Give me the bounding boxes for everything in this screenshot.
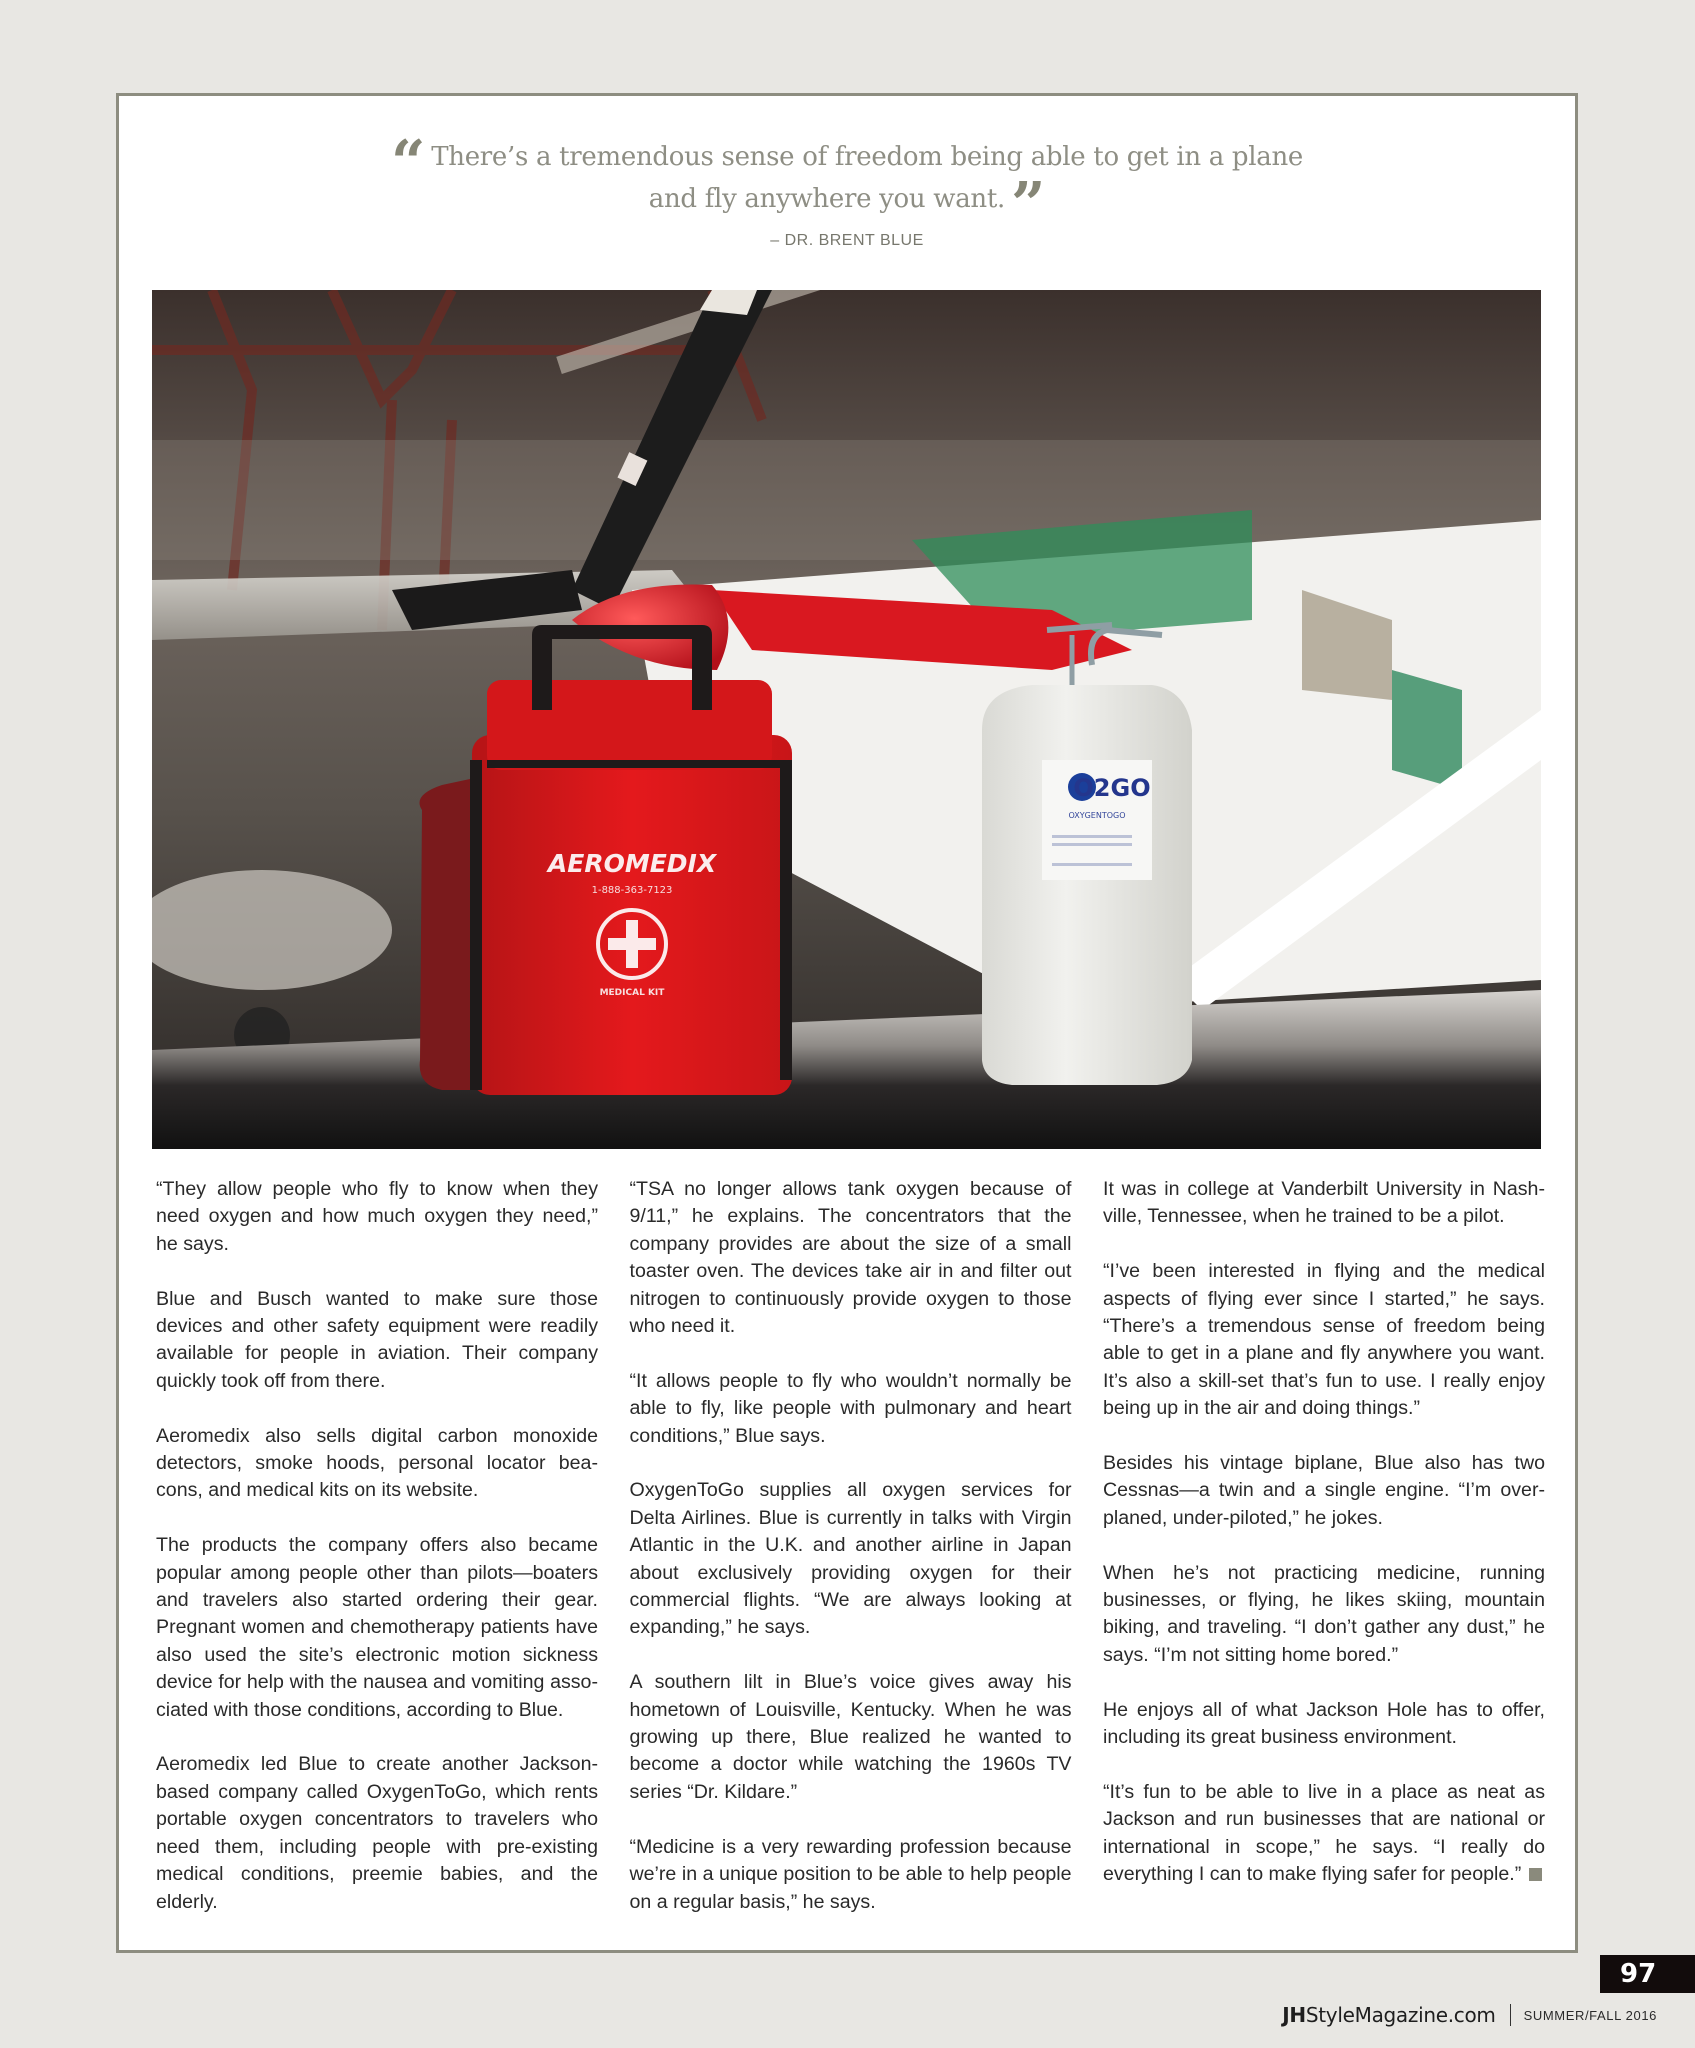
article-body	[156, 1176, 1545, 1943]
paragraph: He enjoys all of what Jackson Hole has to offer, including its great business environment.	[1103, 1698, 1545, 1749]
bag-brand-text: AEROMEDIX	[547, 849, 717, 878]
site-rest: StyleMagazine.com	[1305, 2003, 1496, 2027]
device-brand-text: OXYGENTOGO	[1068, 811, 1126, 820]
hangar-photo-illustration	[152, 290, 1541, 1149]
pull-quote	[119, 128, 1575, 250]
pull-quote-body	[367, 128, 1327, 240]
site-bold: JH	[1282, 2003, 1306, 2027]
magazine-site	[1282, 2003, 1495, 2027]
paragraph: Aeromedix led Blue to create another Jackson-based company called OxygenToGo, which rents portable oxygen concentrators to travelers who need them, including people with pre-existing medical conditions, preemie babies, and the elderly.	[156, 1753, 598, 1913]
column-1	[156, 1176, 598, 1943]
end-mark-icon	[1529, 1868, 1542, 1881]
paragraph: The products the company offers also became popular among people other than pilots—boaters and travelers also started ordering their gear. Pregnant women and chemotherapy patients have also used the site’s electronic motion sickness device for help with the nausea and vomiting associated with those conditions, according to Blue.	[156, 1534, 598, 1721]
close-quote-icon: ”	[1011, 170, 1046, 240]
paragraph: OxygenToGo supplies all oxygen services for Delta Airlines. Blue is currently in talks with Virgin Atlantic in the U.K. and another airline in Japan about exclusively providing oxygen for their commercial flights. “We are always looking at expanding,” he says.	[629, 1479, 1072, 1639]
paragraph: When he’s not practicing medicine, running businesses, or flying, he likes skiing, mountain biking, and traveling. “I don’t gather any dust,” he says. “I’m not sitting home bored.”	[1103, 1561, 1545, 1666]
page-footer	[1282, 2000, 1657, 2030]
column-3	[1103, 1176, 1545, 1943]
paragraph: “Medicine is a very rewarding profession because we’re in a unique position to be able to help people on a regular basis,” he says.	[629, 1835, 1072, 1913]
paragraph: A southern lilt in Blue’s voice gives away his hometown of Louisville, Kentucky. When he was growing up there, Blue realized he wanted to become a doctor while watching the 1960s TV series “Dr. Kildare.”	[629, 1671, 1072, 1803]
paragraph-last	[1103, 1779, 1545, 1889]
pull-quote-text: There’s a tremendous sense of freedom being able to get in a plane and fly anywhere you want.	[431, 142, 1303, 214]
paragraph: “I’ve been interested in flying and the medical aspects of flying ever since I started,” he says. “There’s a tremendous sense of freedom being able to get in a plane and fly anywhere you want. It’s also a skill-set that’s fun to use. I really enjoy being up in the air and doing things.”	[1103, 1260, 1545, 1420]
article-frame	[116, 93, 1578, 1953]
paragraph: It was in college at Vanderbilt University in Nashville, Tennessee, when he trained to be a pilot.	[1103, 1178, 1545, 1228]
page-number: 97	[1600, 1955, 1695, 1993]
pull-quote-attribution: – DR. BRENT BLUE	[770, 232, 924, 249]
issue-label: SUMMER/FALL 2016	[1523, 2007, 1657, 2023]
bag-phone-text: 1-888-363-7123	[591, 885, 673, 896]
oxygen-concentrator	[982, 625, 1192, 1085]
paragraph: “TSA no longer allows tank oxygen because of 9/11,” he explains. The concentrators that the company provides are about the size of a small toaster oven. The devices take air in and filter out nitrogen to continuously provide oxygen to those who need it.	[629, 1178, 1072, 1338]
paragraph: “They allow people who fly to know when they need oxygen and how much oxygen they need,” he says.	[156, 1178, 598, 1255]
device-logo-text: O2GO	[1073, 774, 1151, 802]
paragraph: Blue and Busch wanted to make sure those devices and other safety equipment were readily available for people in aviation. Their company quickly took off from there.	[156, 1287, 598, 1392]
column-2	[630, 1176, 1072, 1943]
open-quote-icon: “	[391, 128, 426, 198]
feature-photo	[152, 290, 1541, 1149]
paragraph: Besides his vintage biplane, Blue also has two Cessnas—a twin and a single engine. “I’m over-planed, under-piloted,” he jokes.	[1103, 1452, 1545, 1529]
paragraph: Aeromedix also sells digital carbon monoxide detectors, smoke hoods, personal locator beacons, and medical kits on its website.	[156, 1424, 598, 1502]
paragraph-text: “It’s fun to be able to live in a place as neat as Jackson and run businesses that are national or international in scope,” he says. “I really do everything I can to make flying safer for people.”	[1103, 1780, 1545, 1886]
footer-divider	[1510, 2004, 1511, 2026]
bag-label-text: MEDICAL KIT	[599, 988, 665, 998]
paragraph: “It allows people to fly who wouldn’t normally be able to fly, like people with pulmonary and heart conditions,” Blue says.	[629, 1369, 1072, 1447]
